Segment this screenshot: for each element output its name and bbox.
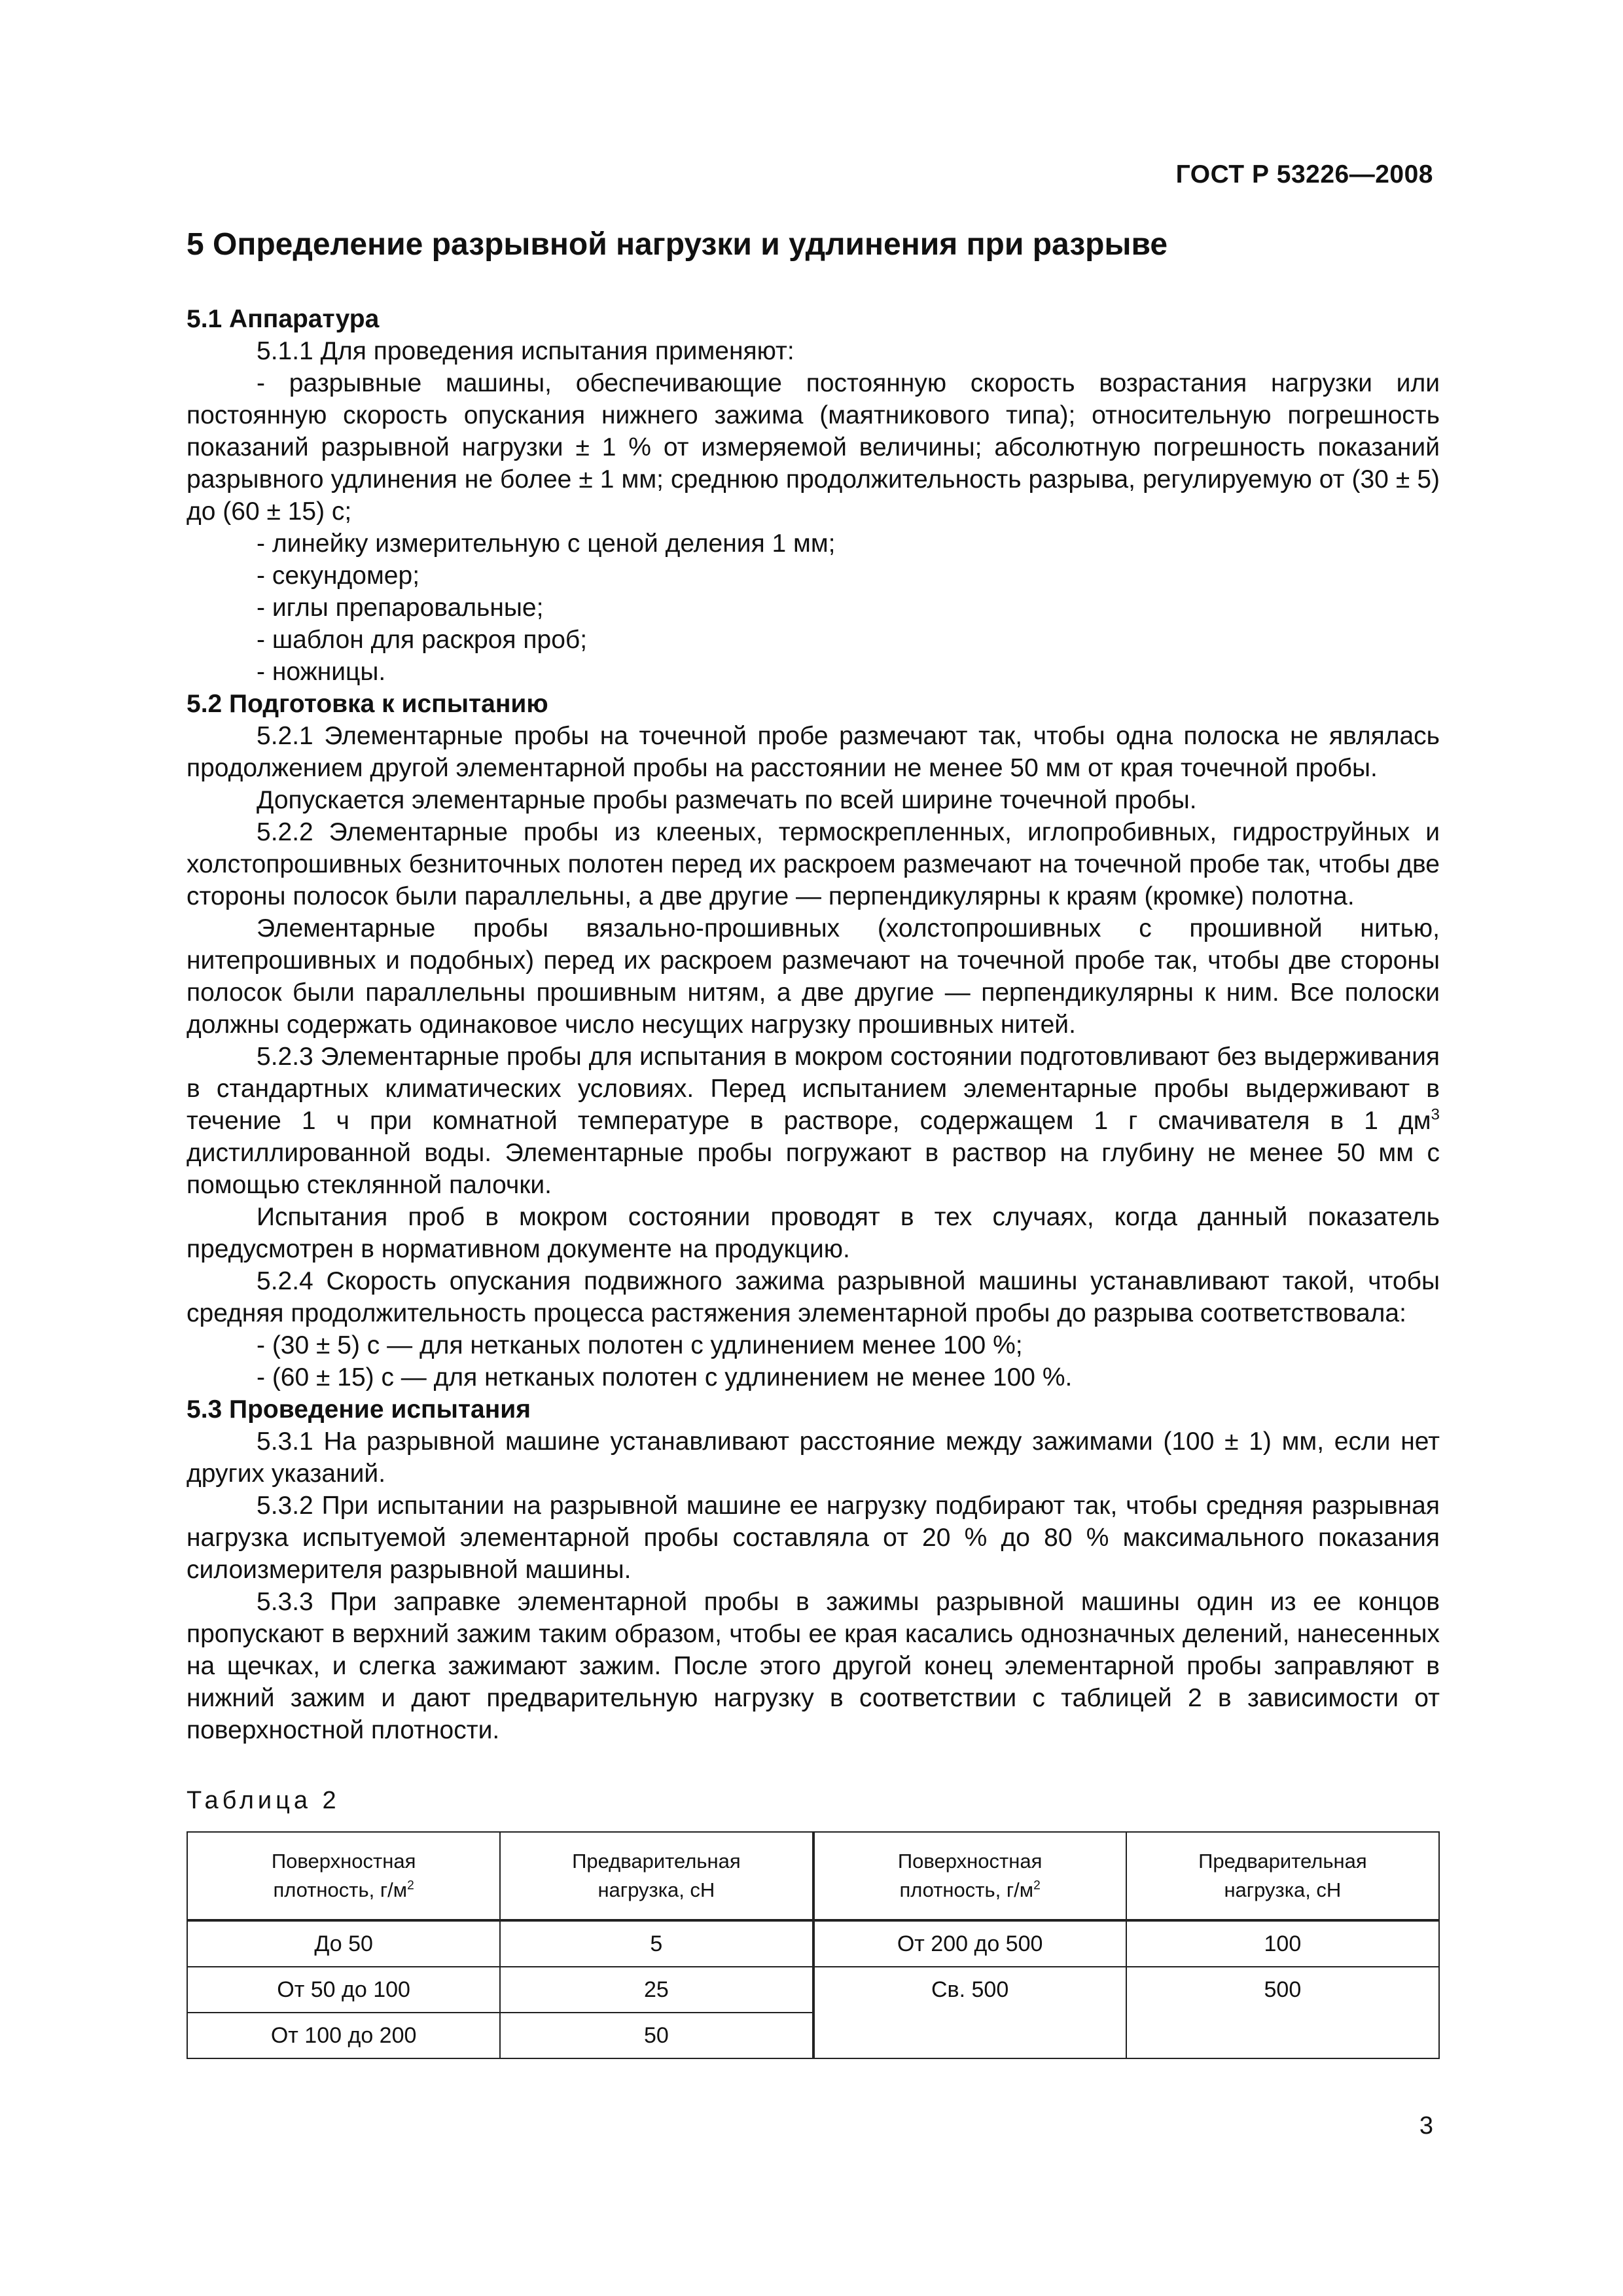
page-body xyxy=(187,226,1440,2059)
paragraph-5-2-1: 5.2.1 Элементарные пробы на точечной пробе размечают так, чтобы одна полоска не являлась продолжением другой элементарной пробы на расстоянии не менее 50 мм от края точечной пробы. xyxy=(187,721,1440,782)
header-text: нагрузка, сН xyxy=(597,1878,715,1901)
table-row xyxy=(187,1967,1439,2013)
list-item: - ножницы. xyxy=(257,657,386,686)
list-item: - линейку измерительную с ценой деления 1 мм; xyxy=(257,529,836,558)
paragraph-5-2-2: 5.2.2 Элементарные пробы из клееных, термоскрепленных, иглопробивных, гидроструйных и холстопрошивных безниточных полотен перед их раскроем размечают на точечной пробе так, чтобы две стороны полосок были параллельны, а две другие — перпендикулярны к краям (кромке) полотна. xyxy=(187,817,1440,910)
paragraph: Допускается элементарные пробы размечать по всей ширине точечной пробы. xyxy=(257,785,1197,814)
paragraph-5-1-1: 5.1.1 Для проведения испытания применяют: xyxy=(257,336,794,365)
paragraph-5-3-2: 5.3.2 При испытании на разрывной машине ее нагрузку подбирают так, чтобы средняя разрывная нагрузка испытуемой элементарной пробы составляла от 20 % до 80 % максимального показания силоизмерителя разрывной машины. xyxy=(187,1491,1440,1584)
table-cell: 100 xyxy=(1126,1920,1439,1967)
paragraph-5-3-1: 5.3.1 На разрывной машине устанавливают расстояние между зажимами (100 ± 1) мм, если нет других указаний. xyxy=(187,1427,1440,1488)
paragraph-text: 5.2.3 Элементарные пробы для испытания в мокром состоянии подготовливают без выдерживания в стандартных климатических условиях. Перед испытанием элементарные пробы выдерживают в течение 1 ч при комнатной температуре в растворе, содержащем 1 г смачивателя в 1 дм xyxy=(187,1042,1440,1135)
header-text: плотность, г/м xyxy=(273,1878,408,1901)
paragraph-5-3-3: 5.3.3 При заправке элементарной пробы в зажимы разрывной машины один из ее концов пропускают в верхний зажим таким образом, чтобы ее края касались однозначных делений, нанесенных на щечках, и слегка зажимают зажим. После этого другой конец элементарной пробы заправляют в нижний зажим и дают предварительную нагрузку в соответствии с таблицей 2 в зависимости от поверхностной плотности. xyxy=(187,1587,1440,1744)
header-text: Поверхностная xyxy=(897,1849,1043,1873)
table-cell: От 100 до 200 xyxy=(187,2013,500,2058)
list-item: - иглы препаровальные; xyxy=(257,593,544,622)
header-text: Поверхностная xyxy=(271,1849,416,1873)
page-number: 3 xyxy=(1419,2112,1433,2140)
column-header-density xyxy=(813,1832,1126,1920)
superscript: 3 xyxy=(1431,1105,1440,1124)
table-cell: От 50 до 100 xyxy=(187,1967,500,2013)
column-header-load xyxy=(1126,1832,1439,1920)
table-cell: 25 xyxy=(500,1967,813,2013)
table-cell: Св. 500 xyxy=(813,1967,1126,2058)
column-header-density xyxy=(187,1832,500,1920)
superscript: 2 xyxy=(1033,1878,1041,1893)
table-caption: Таблица 2 xyxy=(187,1786,340,1814)
superscript: 2 xyxy=(407,1878,414,1893)
header-text: плотность, г/м xyxy=(899,1878,1034,1901)
paragraph: Элементарные пробы вязально-прошивных (холстопрошивных с прошивной нитью, нитепрошивных и подобных) перед их раскроем размечают на точечной пробе так, чтобы две стороны полосок были параллельны прошивным нитям, а две другие — перпендикулярны к ним. Все полоски должны содержать одинаковое число несущих нагрузку прошивных нитей. xyxy=(187,914,1440,1039)
table-cell: 50 xyxy=(500,2013,813,2058)
subsection-title-5-3: 5.3 Проведение испытания xyxy=(187,1395,531,1424)
paragraph: Испытания проб в мокром состоянии проводят в тех случаях, когда данный показатель предусмотрен в нормативном документе на продукцию. xyxy=(187,1202,1440,1263)
subsection-title-5-1: 5.1 Аппаратура xyxy=(187,304,380,333)
paragraph-5-2-4: 5.2.4 Скорость опускания подвижного зажима разрывной машины устанавливают такой, чтобы средняя продолжительность процесса растяжения элементарной пробы до разрыва соответствовала: xyxy=(187,1266,1440,1327)
table-cell: 500 xyxy=(1126,1967,1439,2058)
document-code: ГОСТ Р 53226—2008 xyxy=(1175,160,1433,188)
preload-table xyxy=(187,1831,1440,2059)
table-cell: До 50 xyxy=(187,1920,500,1967)
paragraph-5-2-3 xyxy=(187,1041,1440,1201)
table-cell: От 200 до 500 xyxy=(813,1920,1126,1967)
subsection-title-5-2: 5.2 Подготовка к испытанию xyxy=(187,689,548,718)
list-item: - (30 ± 5) с — для нетканых полотен с удлинением менее 100 %; xyxy=(257,1331,1023,1359)
header-text: нагрузка, сН xyxy=(1224,1878,1342,1901)
header-text: Предварительная xyxy=(1198,1849,1367,1873)
list-item: - секундомер; xyxy=(257,561,420,590)
list-item: - (60 ± 15) с — для нетканых полотен с удлинением не менее 100 %. xyxy=(257,1363,1073,1391)
column-header-load xyxy=(500,1832,813,1920)
table-row xyxy=(187,1920,1439,1967)
paragraph-text: дистиллированной воды. Элементарные пробы погружают в раствор на глубину не менее 50 мм с помощью стеклянной палочки. xyxy=(187,1138,1440,1199)
list-item: - шаблон для раскроя проб; xyxy=(257,625,588,654)
table-cell: 5 xyxy=(500,1920,813,1967)
section-title: 5 Определение разрывной нагрузки и удлинения при разрыве xyxy=(187,227,1168,262)
header-text: Предварительная xyxy=(572,1849,741,1873)
list-item-machines: - разрывные машины, обеспечивающие постоянную скорость возрастания нагрузки или постоянную скорость опускания нижнего зажима (маятникового типа); относительную погрешность показаний разрывной нагрузки ± 1 % от измеряемой величины; абсолютную погрешность показаний разрывного удлинения не более ± 1 мм; среднюю продолжительность разрыва, регулируемую от (30 ± 5) до (60 ± 15) с; xyxy=(187,368,1440,526)
